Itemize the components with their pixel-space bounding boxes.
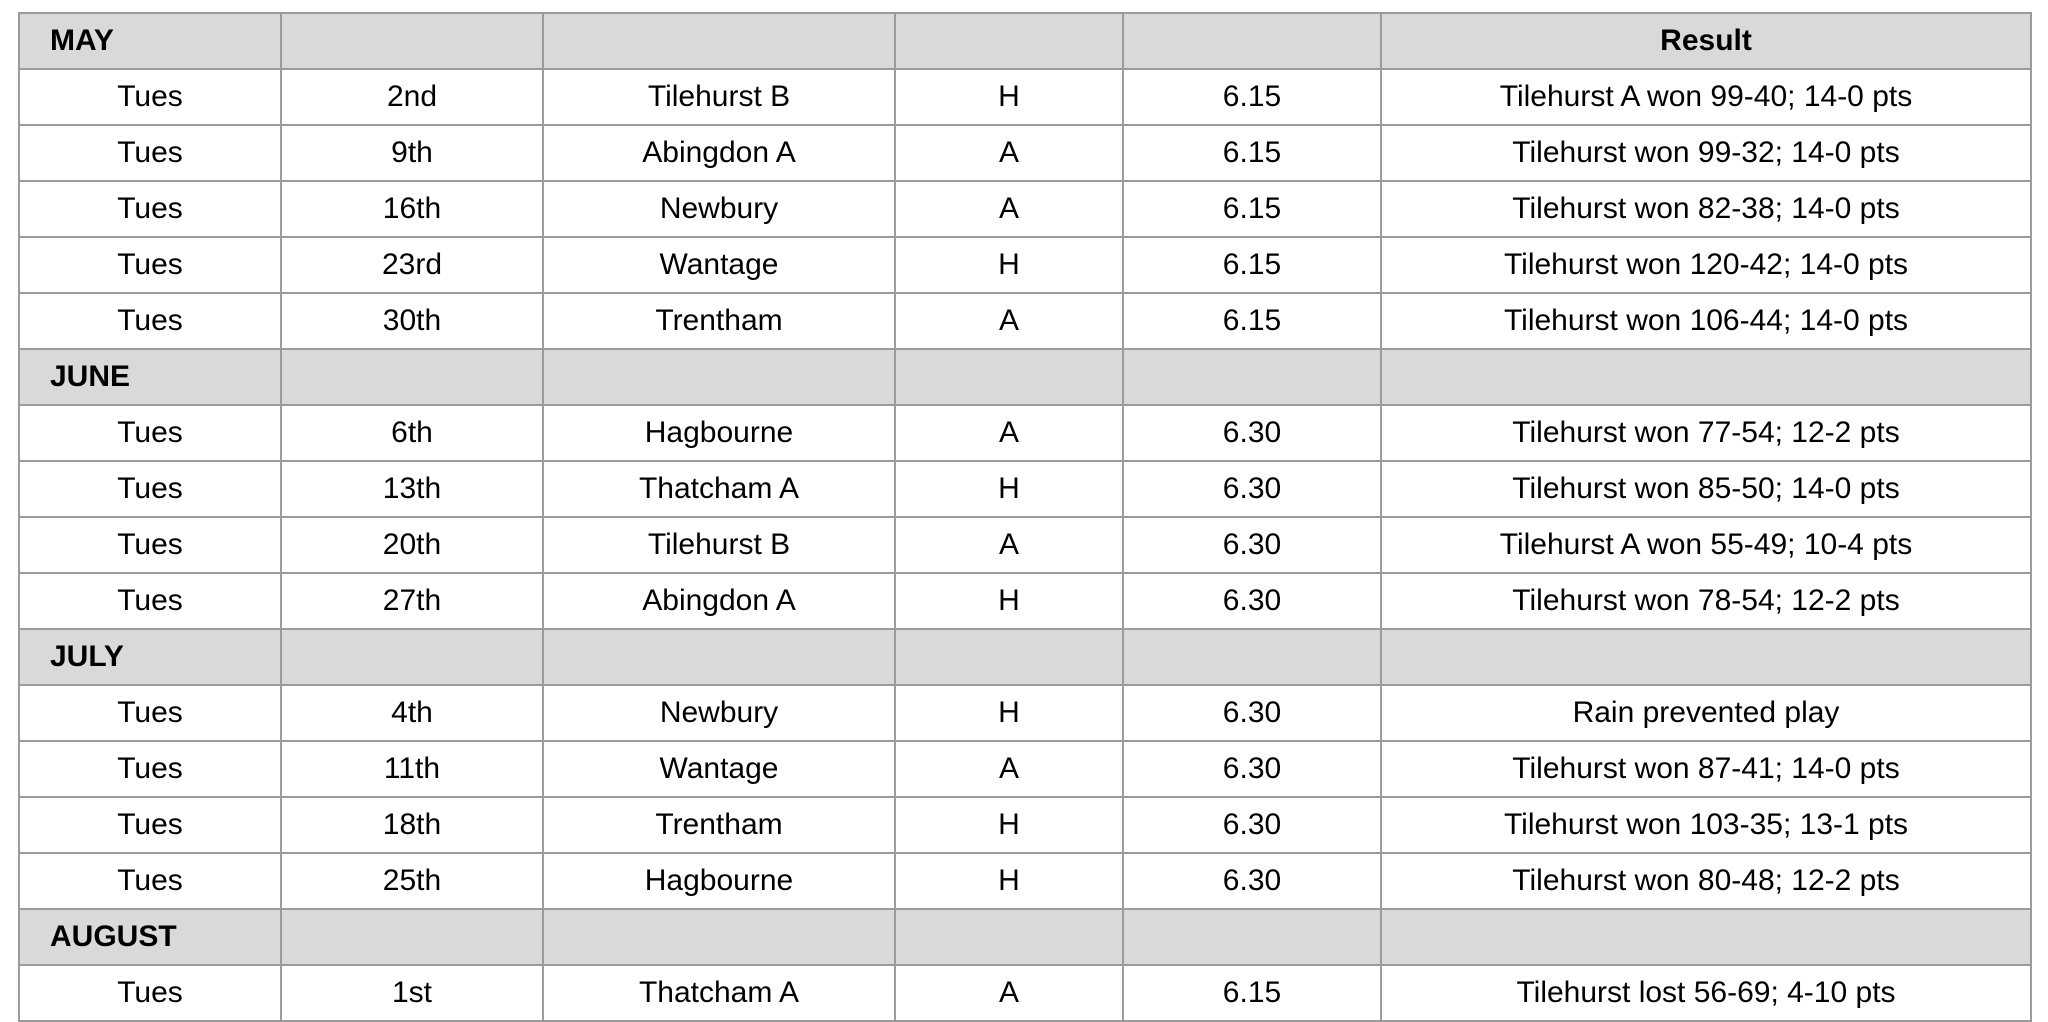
cell-time: 6.15 [1123, 125, 1381, 181]
cell-result: Tilehurst won 99-32; 14-0 pts [1381, 125, 2031, 181]
month-blank-time [1123, 629, 1381, 685]
cell-date: 23rd [281, 237, 543, 293]
cell-day: Tues [19, 517, 281, 573]
cell-day: Tues [19, 797, 281, 853]
cell-date: 2nd [281, 69, 543, 125]
cell-date: 1st [281, 965, 543, 1021]
cell-opponent: Newbury [543, 685, 895, 741]
table-row [19, 797, 2031, 853]
table-header-row [19, 13, 2031, 69]
header-blank-opponent [543, 13, 895, 69]
cell-venue: A [895, 125, 1123, 181]
cell-result: Tilehurst won 106-44; 14-0 pts [1381, 293, 2031, 349]
cell-opponent: Trentham [543, 797, 895, 853]
cell-venue: A [895, 517, 1123, 573]
table-row [19, 125, 2031, 181]
cell-result: Tilehurst A won 55-49; 10-4 pts [1381, 517, 2031, 573]
cell-time: 6.15 [1123, 237, 1381, 293]
table-row [19, 965, 2031, 1021]
cell-date: 16th [281, 181, 543, 237]
cell-opponent: Abingdon A [543, 125, 895, 181]
month-blank-date [281, 909, 543, 965]
cell-result: Tilehurst won 82-38; 14-0 pts [1381, 181, 2031, 237]
table-row [19, 517, 2031, 573]
cell-opponent: Tilehurst B [543, 517, 895, 573]
month-blank-result [1381, 349, 2031, 405]
cell-time: 6.30 [1123, 741, 1381, 797]
cell-date: 13th [281, 461, 543, 517]
cell-result: Tilehurst won 77-54; 12-2 pts [1381, 405, 2031, 461]
cell-time: 6.30 [1123, 573, 1381, 629]
cell-venue: A [895, 181, 1123, 237]
cell-time: 6.30 [1123, 405, 1381, 461]
cell-day: Tues [19, 461, 281, 517]
table-row [19, 181, 2031, 237]
cell-opponent: Tilehurst B [543, 69, 895, 125]
cell-day: Tues [19, 181, 281, 237]
cell-time: 6.30 [1123, 685, 1381, 741]
cell-time: 6.15 [1123, 69, 1381, 125]
cell-result: Tilehurst won 103-35; 13-1 pts [1381, 797, 2031, 853]
cell-result: Tilehurst won 78-54; 12-2 pts [1381, 573, 2031, 629]
header-blank-time [1123, 13, 1381, 69]
month-blank-result [1381, 629, 2031, 685]
cell-day: Tues [19, 741, 281, 797]
table-row [19, 405, 2031, 461]
cell-date: 4th [281, 685, 543, 741]
cell-venue: A [895, 293, 1123, 349]
month-blank-result [1381, 909, 2031, 965]
table-row [19, 69, 2031, 125]
cell-opponent: Wantage [543, 237, 895, 293]
cell-day: Tues [19, 573, 281, 629]
cell-day: Tues [19, 405, 281, 461]
month-blank-opponent [543, 349, 895, 405]
cell-opponent: Trentham [543, 293, 895, 349]
cell-time: 6.30 [1123, 517, 1381, 573]
cell-venue: H [895, 685, 1123, 741]
cell-day: Tues [19, 125, 281, 181]
cell-venue: H [895, 69, 1123, 125]
table-row [19, 741, 2031, 797]
fixtures-table [18, 12, 2032, 1022]
table-row [19, 853, 2031, 909]
cell-day: Tues [19, 69, 281, 125]
cell-venue: H [895, 237, 1123, 293]
table-row [19, 573, 2031, 629]
cell-date: 30th [281, 293, 543, 349]
cell-time: 6.30 [1123, 853, 1381, 909]
cell-date: 6th [281, 405, 543, 461]
cell-venue: H [895, 797, 1123, 853]
cell-opponent: Thatcham A [543, 965, 895, 1021]
month-label: JUNE [19, 349, 281, 405]
month-label: AUGUST [19, 909, 281, 965]
cell-venue: H [895, 853, 1123, 909]
table-row [19, 685, 2031, 741]
cell-date: 9th [281, 125, 543, 181]
cell-opponent: Hagbourne [543, 853, 895, 909]
cell-venue: H [895, 573, 1123, 629]
cell-venue: A [895, 741, 1123, 797]
cell-opponent: Abingdon A [543, 573, 895, 629]
cell-result: Tilehurst won 120-42; 14-0 pts [1381, 237, 2031, 293]
month-blank-venue [895, 909, 1123, 965]
month-blank-venue [895, 349, 1123, 405]
cell-day: Tues [19, 293, 281, 349]
cell-opponent: Newbury [543, 181, 895, 237]
month-blank-time [1123, 349, 1381, 405]
cell-date: 18th [281, 797, 543, 853]
table-row [19, 237, 2031, 293]
month-blank-venue [895, 629, 1123, 685]
cell-time: 6.15 [1123, 965, 1381, 1021]
month-label: MAY [19, 13, 281, 69]
month-blank-date [281, 629, 543, 685]
table-row [19, 293, 2031, 349]
cell-date: 20th [281, 517, 543, 573]
cell-time: 6.30 [1123, 797, 1381, 853]
cell-venue: A [895, 965, 1123, 1021]
month-separator-row [19, 629, 2031, 685]
cell-opponent: Thatcham A [543, 461, 895, 517]
header-blank-venue [895, 13, 1123, 69]
cell-venue: H [895, 461, 1123, 517]
header-blank-date [281, 13, 543, 69]
table-row [19, 461, 2031, 517]
cell-time: 6.15 [1123, 293, 1381, 349]
cell-result: Tilehurst lost 56-69; 4-10 pts [1381, 965, 2031, 1021]
month-blank-opponent [543, 629, 895, 685]
month-separator-row [19, 349, 2031, 405]
fixtures-table-body [19, 13, 2031, 1021]
month-label: JULY [19, 629, 281, 685]
month-blank-date [281, 349, 543, 405]
cell-result: Tilehurst A won 99-40; 14-0 pts [1381, 69, 2031, 125]
cell-result: Rain prevented play [1381, 685, 2031, 741]
cell-venue: A [895, 405, 1123, 461]
cell-day: Tues [19, 965, 281, 1021]
month-separator-row [19, 909, 2031, 965]
month-blank-opponent [543, 909, 895, 965]
cell-date: 27th [281, 573, 543, 629]
cell-date: 25th [281, 853, 543, 909]
cell-result: Tilehurst won 80-48; 12-2 pts [1381, 853, 2031, 909]
cell-opponent: Hagbourne [543, 405, 895, 461]
result-column-header: Result [1381, 13, 2031, 69]
cell-time: 6.15 [1123, 181, 1381, 237]
cell-time: 6.30 [1123, 461, 1381, 517]
cell-day: Tues [19, 685, 281, 741]
cell-result: Tilehurst won 85-50; 14-0 pts [1381, 461, 2031, 517]
month-blank-time [1123, 909, 1381, 965]
cell-result: Tilehurst won 87-41; 14-0 pts [1381, 741, 2031, 797]
cell-opponent: Wantage [543, 741, 895, 797]
cell-day: Tues [19, 853, 281, 909]
cell-date: 11th [281, 741, 543, 797]
cell-day: Tues [19, 237, 281, 293]
